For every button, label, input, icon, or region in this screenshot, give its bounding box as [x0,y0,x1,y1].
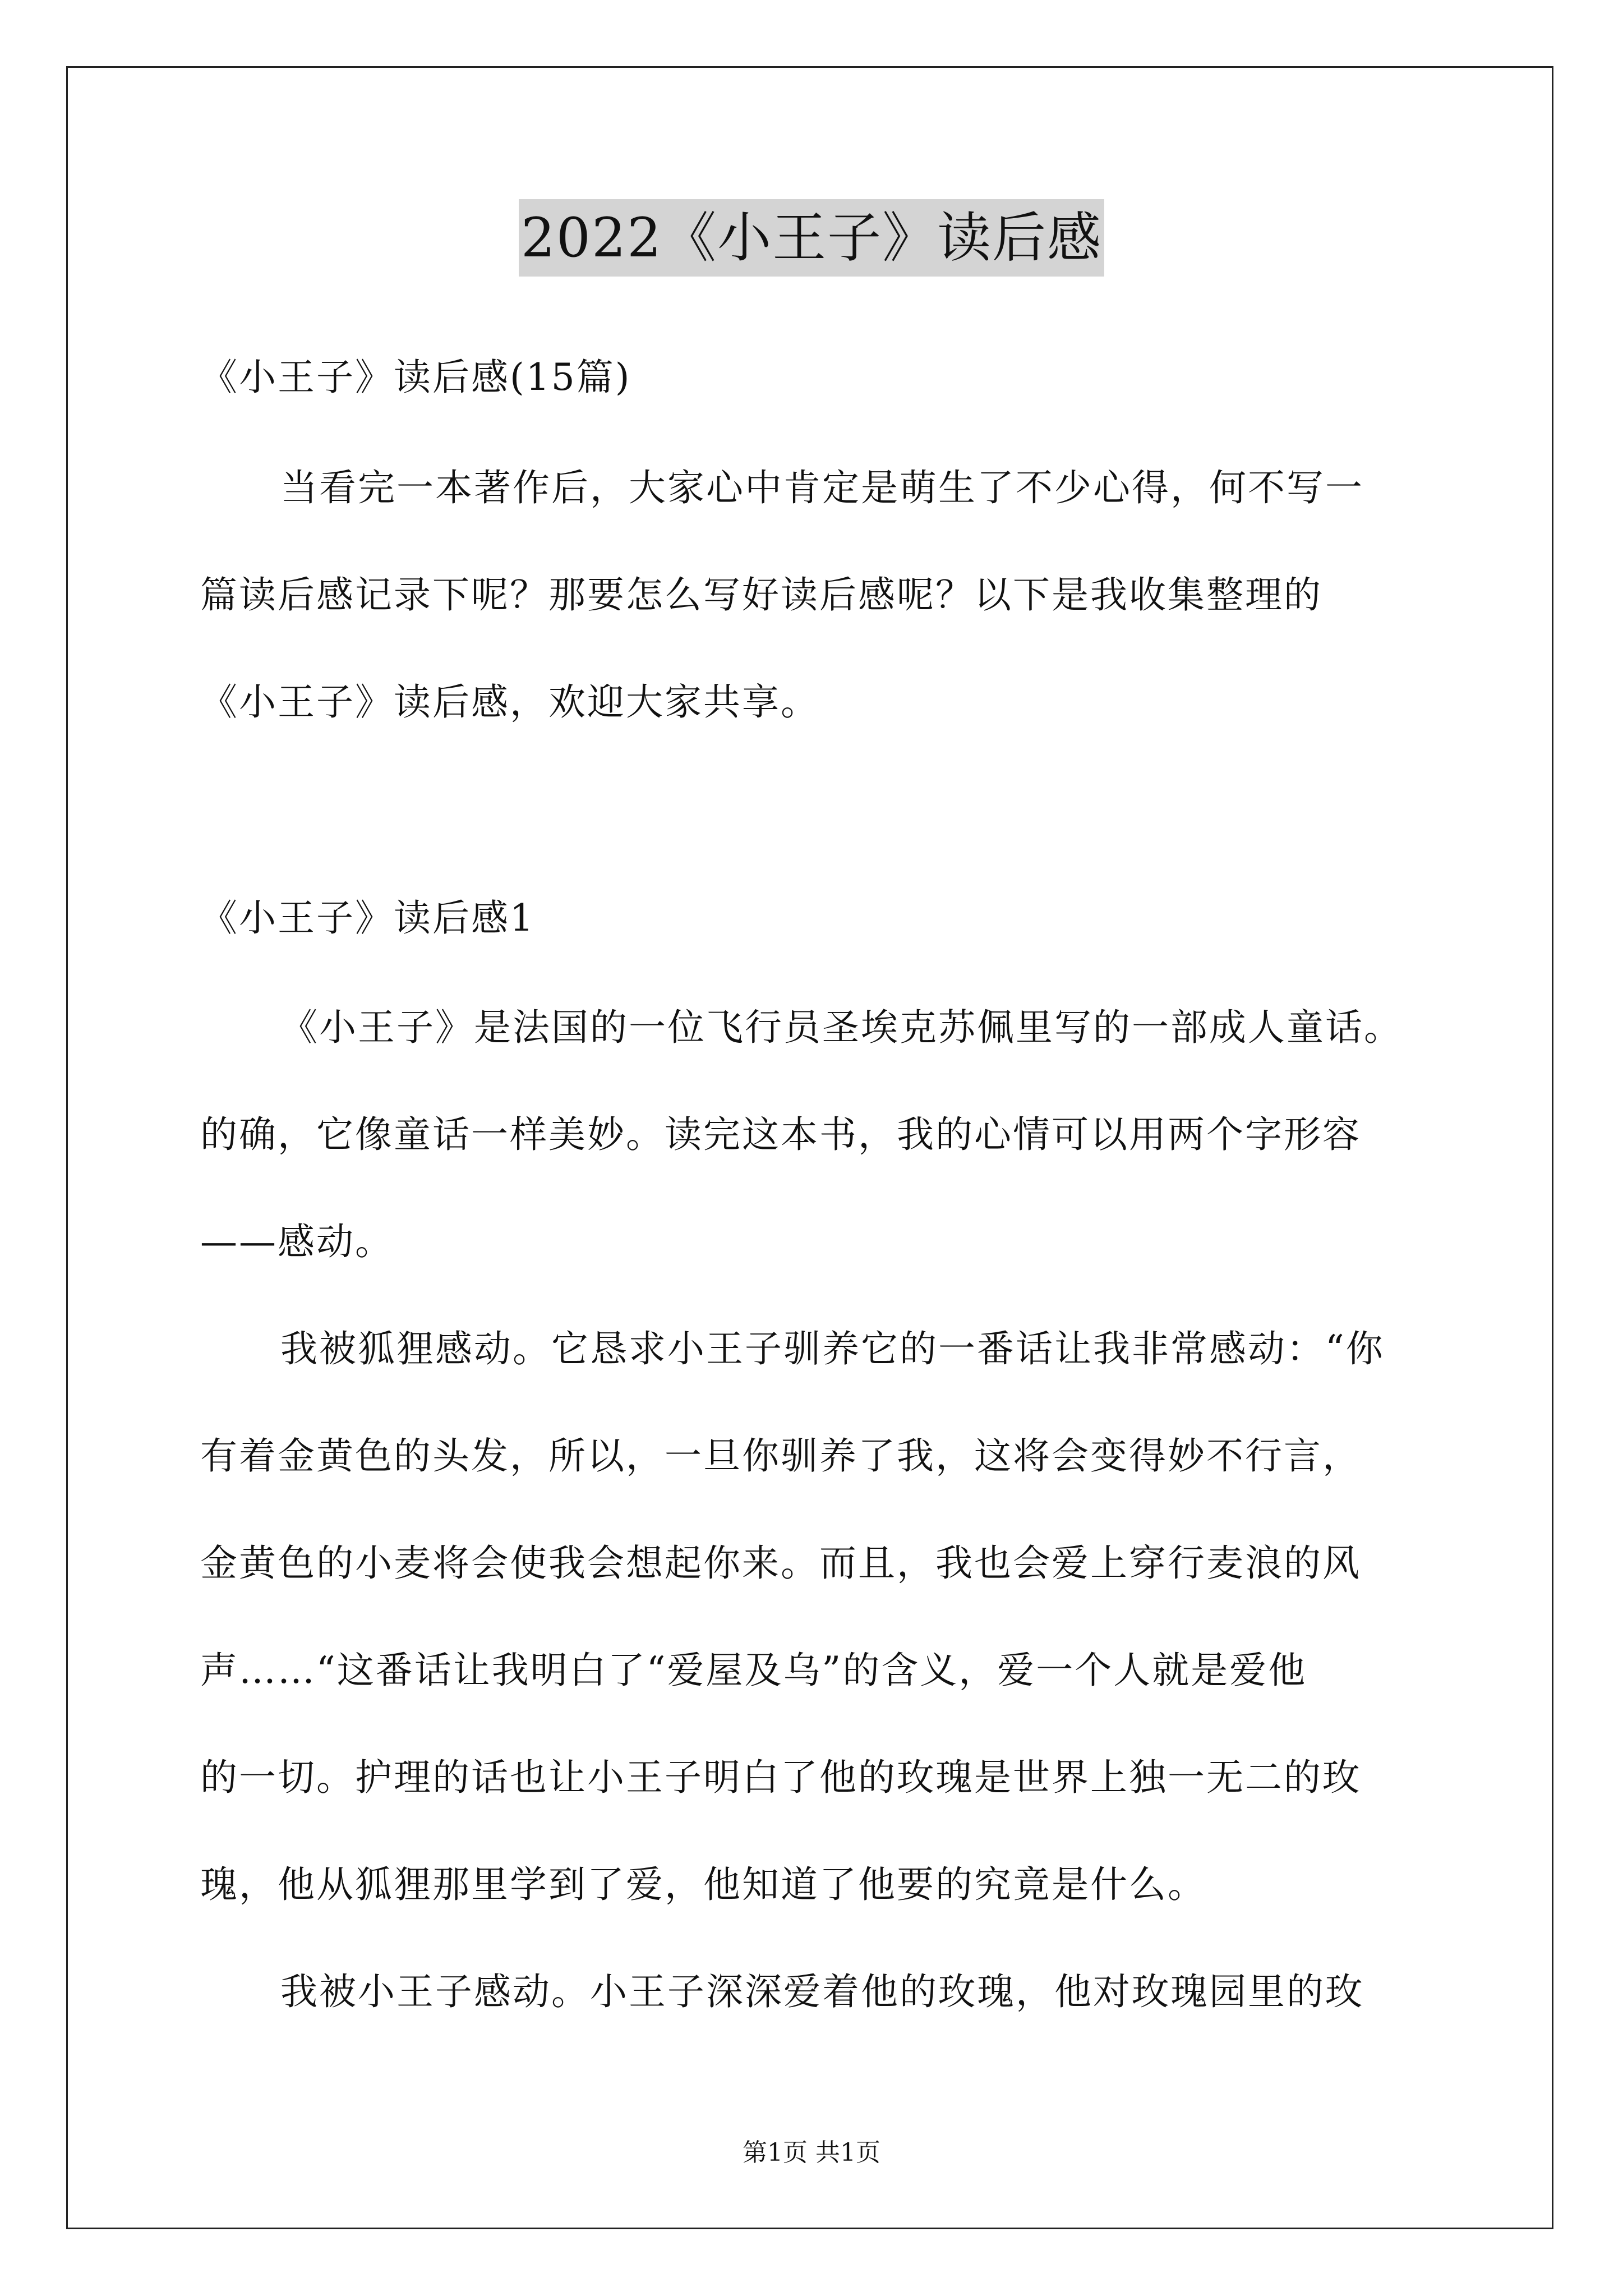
paragraph-line: ——感动。 [200,1220,394,1263]
paragraph-line: 有着金黄色的头发，所以，一旦你驯养了我，这将会变得妙不行言， [200,1434,1361,1478]
paragraph-line: 瑰，他从狐狸那里学到了爱，他知道了他要的究竟是什么。 [200,1863,1206,1906]
section-heading: 《小王子》读后感1 [200,896,535,940]
paragraph-line: 我被狐狸感动。它恳求小王子驯养它的一番话让我非常感动：“你 [280,1327,1385,1370]
document-subtitle: 《小王子》读后感(15篇) [200,356,631,399]
paragraph-line: 声……“这番话让我明白了“爱屋及乌”的含义，爱一个人就是爱他 [200,1649,1307,1692]
paragraph-line: 《小王子》是法国的一位飞行员圣埃克苏佩里写的一部成人童话。 [280,1006,1403,1049]
paragraph-line: 的一切。护理的话也让小王子明白了他的玫瑰是世界上独一无二的玫 [200,1756,1361,1799]
paragraph-line: 篇读后感记录下呢？那要怎么写好读后感呢？以下是我收集整理的 [200,573,1322,616]
page-footer: 第1页 共1页 [743,2138,880,2167]
paragraph-line: 我被小王子感动。小王子深深爱着他的玫瑰，他对玫瑰园里的玫 [280,1970,1364,2013]
title-container [0,199,1623,277]
paragraph-line: 金黄色的小麦将会使我会想起你来。而且，我也会爱上穿行麦浪的风 [200,1542,1361,1585]
document-title: 2022《小王子》读后感 [519,199,1104,277]
paragraph-line: 的确，它像童话一样美妙。读完这本书，我的心情可以用两个字形容 [200,1113,1361,1156]
paragraph-line: 当看完一本著作后，大家心中肯定是萌生了不少心得，何不写一 [280,466,1364,509]
paragraph-line: 《小王子》读后感，欢迎大家共享。 [200,680,819,724]
